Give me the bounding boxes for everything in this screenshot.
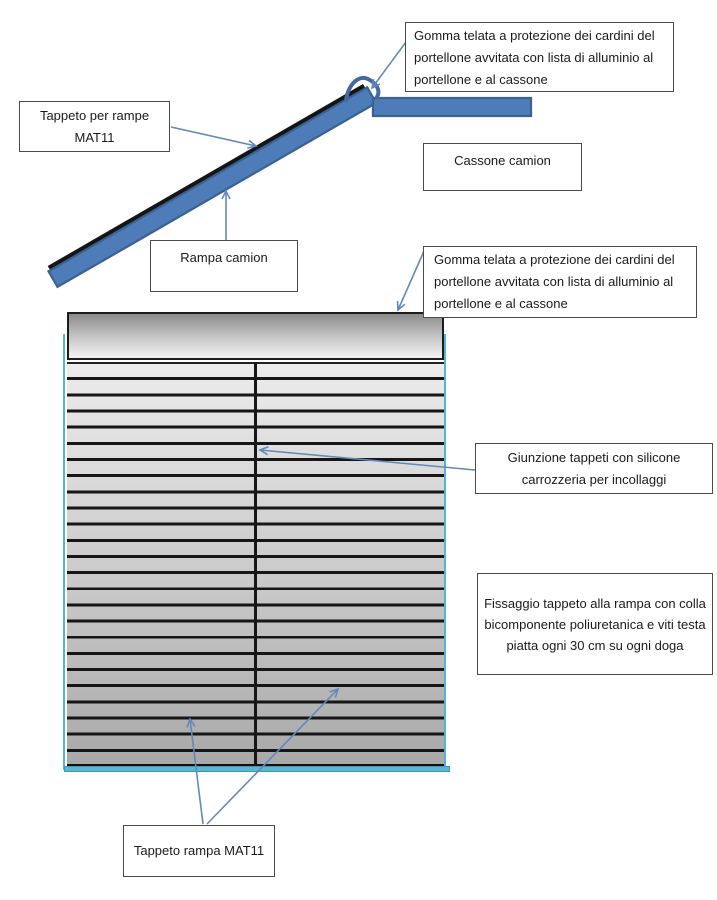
callout-fissaggio-tappeto: Fissaggio tappeto alla rampa con colla bicomponente poliuretanica e viti testa piatta ogni 30 cm su ogni doga (477, 573, 713, 675)
callout-tappeto-per-rampe: Tappeto per rampe MAT11 (19, 101, 170, 152)
callout-gomma-telata-lower: Gomma telata a protezione dei cardini del portellone avvitata con lista di alluminio al portellone e al cassone (423, 246, 697, 318)
truck-bed-shape (373, 98, 531, 116)
arrow-gomma-lower (398, 251, 424, 310)
arrow-tappeto-rampa-1 (190, 719, 203, 824)
callout-giunzione-tappeti: Giunzione tappeti con silicone carrozzeria per incollaggi (475, 443, 713, 494)
callout-tappeto-rampa: Tappeto rampa MAT11 (123, 825, 275, 877)
callout-rampa-camion: Rampa camion (150, 240, 298, 292)
arrow-gomma-top (372, 42, 406, 88)
arrow-tappeto-rampa-2 (207, 689, 338, 824)
arrow-tappeto-per-rampe (171, 127, 256, 146)
arrow-giunzione (260, 450, 475, 470)
callout-gomma-telata-top: Gomma telata a protezione dei cardini del portellone avvitata con lista di alluminio al portellone e al cassone (405, 22, 674, 92)
callout-cassone-camion: Cassone camion (423, 143, 582, 191)
